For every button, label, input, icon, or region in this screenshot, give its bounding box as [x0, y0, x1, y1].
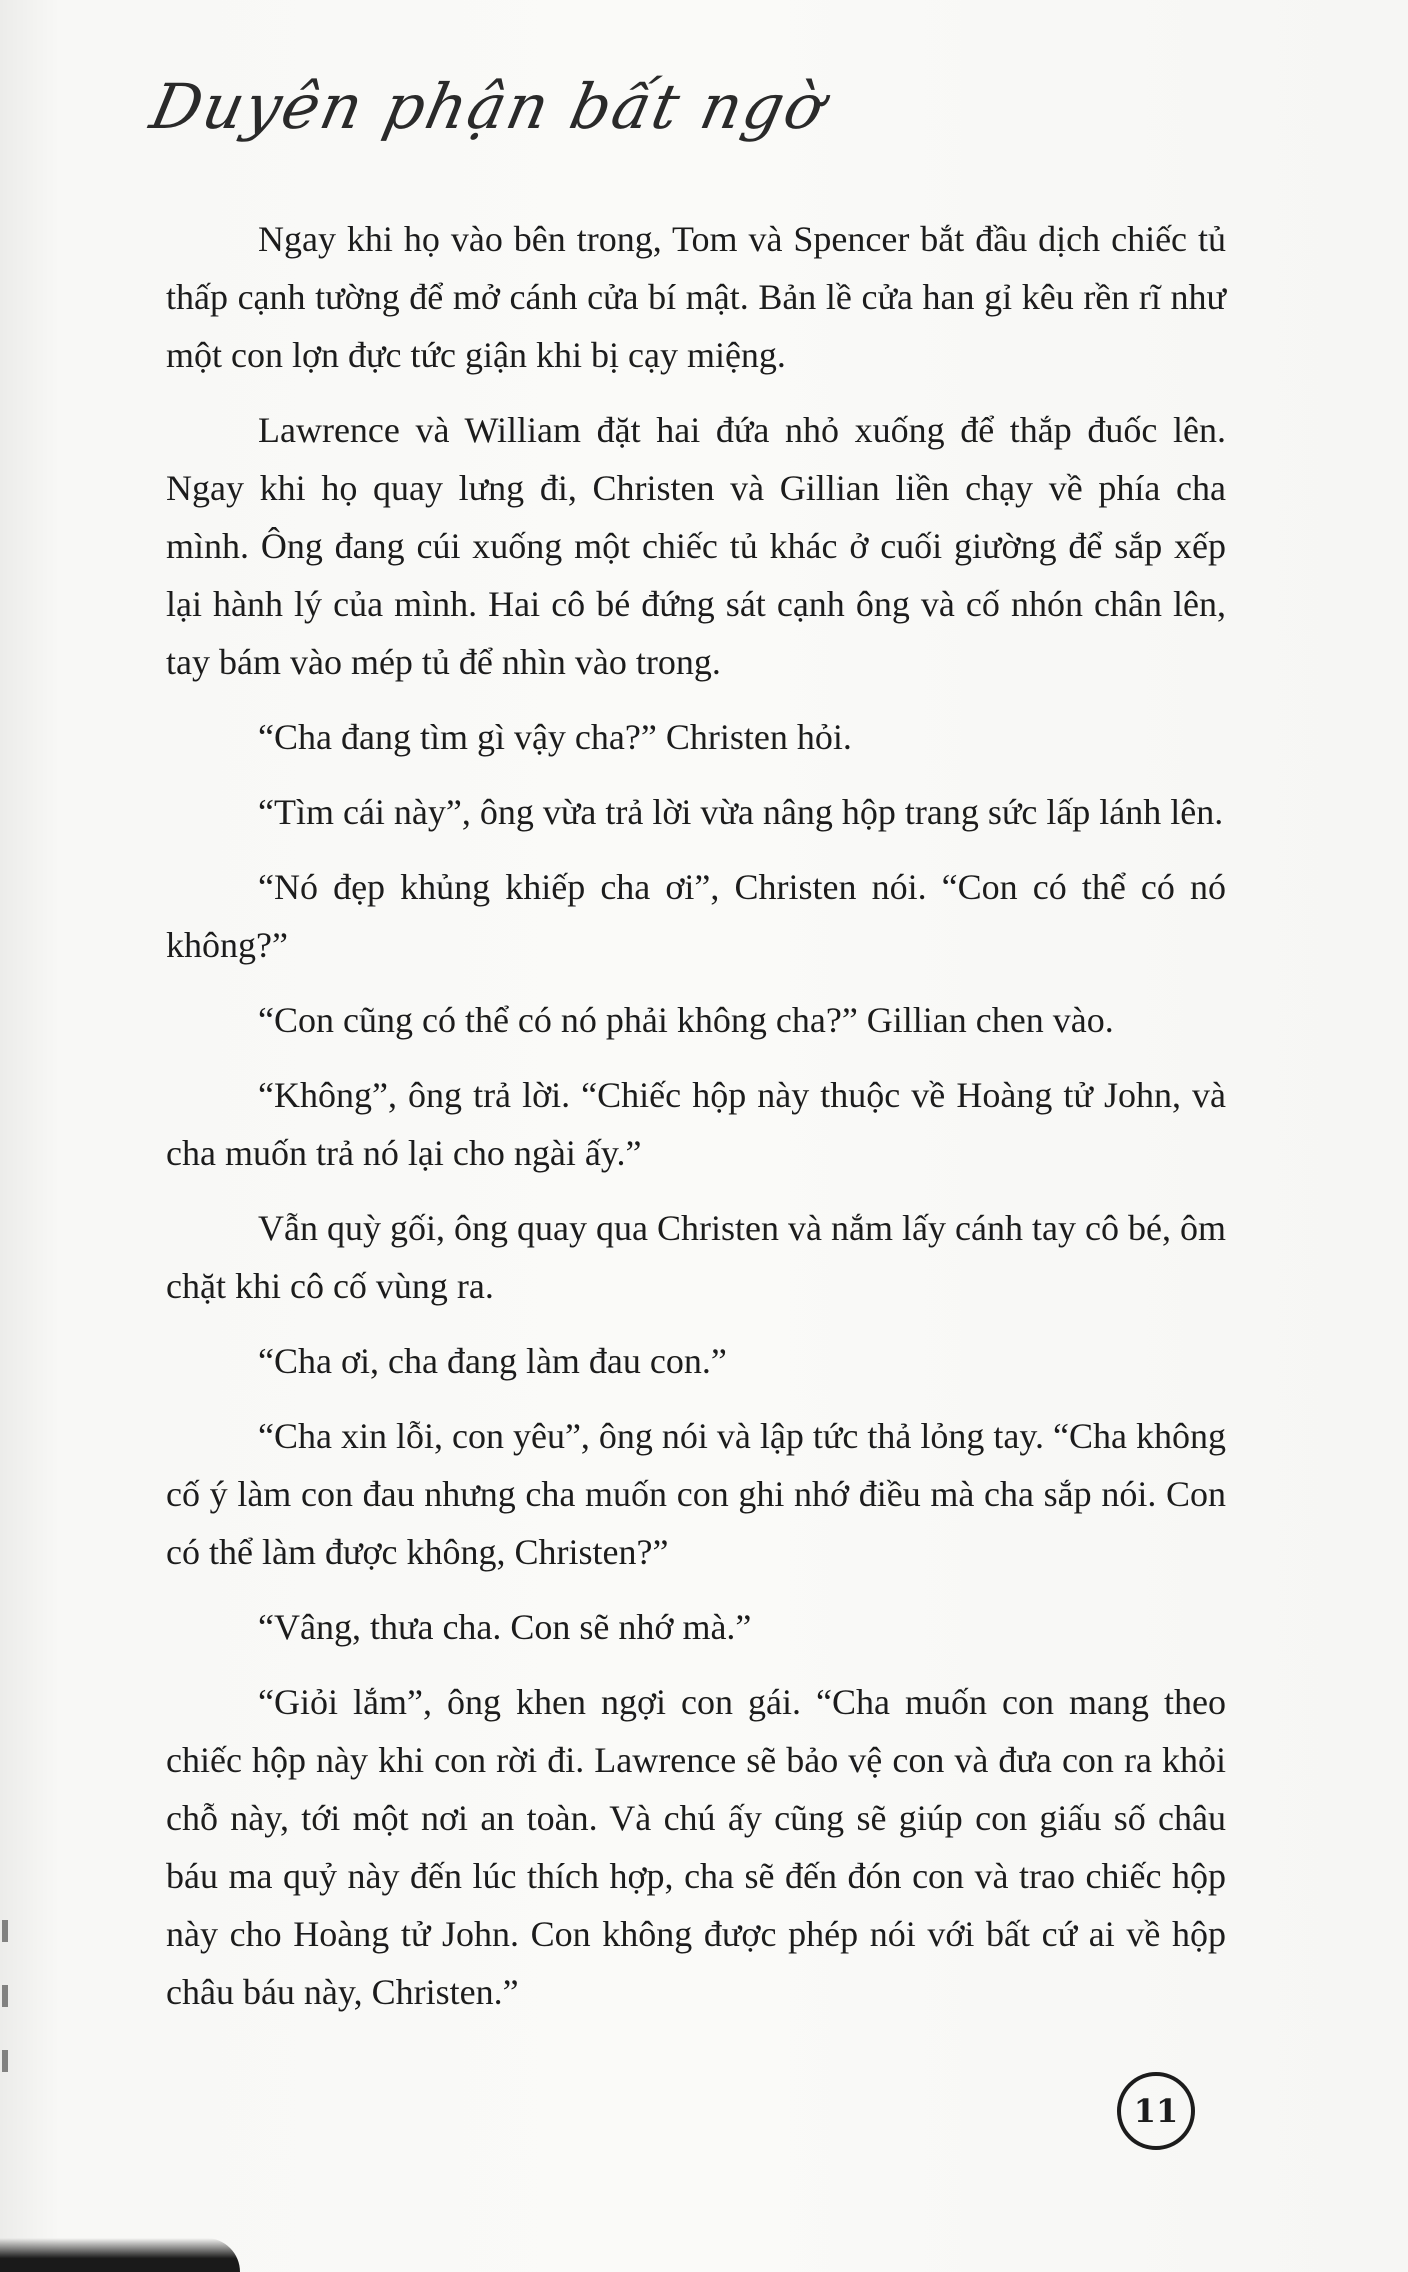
paragraph: “Nó đẹp khủng khiếp cha ơi”, Christen nói. “Con có thể có nó không?” [166, 867, 1226, 965]
running-head-title: Duyên phận bất ngờ [144, 70, 833, 143]
page-number: 11 [1133, 2092, 1179, 2130]
paragraph: “Giỏi lắm”, ông khen ngợi con gái. “Cha muốn con mang theo chiếc hộp này khi con rời đi. Lawrence sẽ bảo vệ con và đưa con ra khỏi chỗ này, tới một nơi an toàn. Và chú ấy cũng sẽ giúp con giấu số châu báu ma quỷ này đến lúc thích hợp, cha sẽ đến đón con và trao chiếc hộp này cho Hoàng tử John. Con không được phép nói với bất cứ ai về hộp châu báu này, Christen.” [166, 1682, 1226, 2012]
page-number-badge [1117, 2072, 1195, 2150]
paragraph: “Cha ơi, cha đang làm đau con.” [258, 1341, 727, 1381]
paragraph: Ngay khi họ vào bên trong, Tom và Spencer bắt đầu dịch chiếc tủ thấp cạnh tường để mở cánh cửa bí mật. Bản lề cửa han gỉ kêu rền rĩ như một con lợn đực tức giận khi bị cạy miệng. [166, 219, 1226, 375]
body-text [166, 210, 1226, 2038]
page-edge-mark [2, 1985, 8, 2007]
paragraph: Lawrence và William đặt hai đứa nhỏ xuống để thắp đuốc lên. Ngay khi họ quay lưng đi, Christen và Gillian liền chạy về phía cha mình. Ông đang cúi xuống một chiếc tủ khác ở cuối giường để sắp xếp lại hành lý của mình. Hai cô bé đứng sát cạnh ông và cố nhón chân lên, tay bám vào mép tủ để nhìn vào trong. [166, 410, 1226, 682]
paragraph: “Không”, ông trả lời. “Chiếc hộp này thuộc về Hoàng tử John, và cha muốn trả nó lại cho ngài ấy.” [166, 1075, 1226, 1173]
paragraph: “Vâng, thưa cha. Con sẽ nhớ mà.” [258, 1607, 752, 1647]
paragraph: Vẫn quỳ gối, ông quay qua Christen và nắm lấy cánh tay cô bé, ôm chặt khi cô cố vùng ra. [166, 1208, 1226, 1306]
paragraph: “Tìm cái này”, ông vừa trả lời vừa nâng hộp trang sức lấp lánh lên. [258, 792, 1224, 832]
paragraph: “Cha đang tìm gì vậy cha?” Christen hỏi. [258, 717, 852, 757]
paragraph: “Cha xin lỗi, con yêu”, ông nói và lập tức thả lỏng tay. “Cha không cố ý làm con đau nhưng cha muốn con ghi nhớ điều mà cha sắp nói. Con có thể làm được không, Christen?” [166, 1416, 1226, 1572]
page-edge-mark [2, 1920, 8, 1942]
page-curl-shadow [0, 2238, 240, 2272]
paragraph: “Con cũng có thể có nó phải không cha?” Gillian chen vào. [258, 1000, 1114, 1040]
page-edge-mark [2, 2050, 8, 2072]
